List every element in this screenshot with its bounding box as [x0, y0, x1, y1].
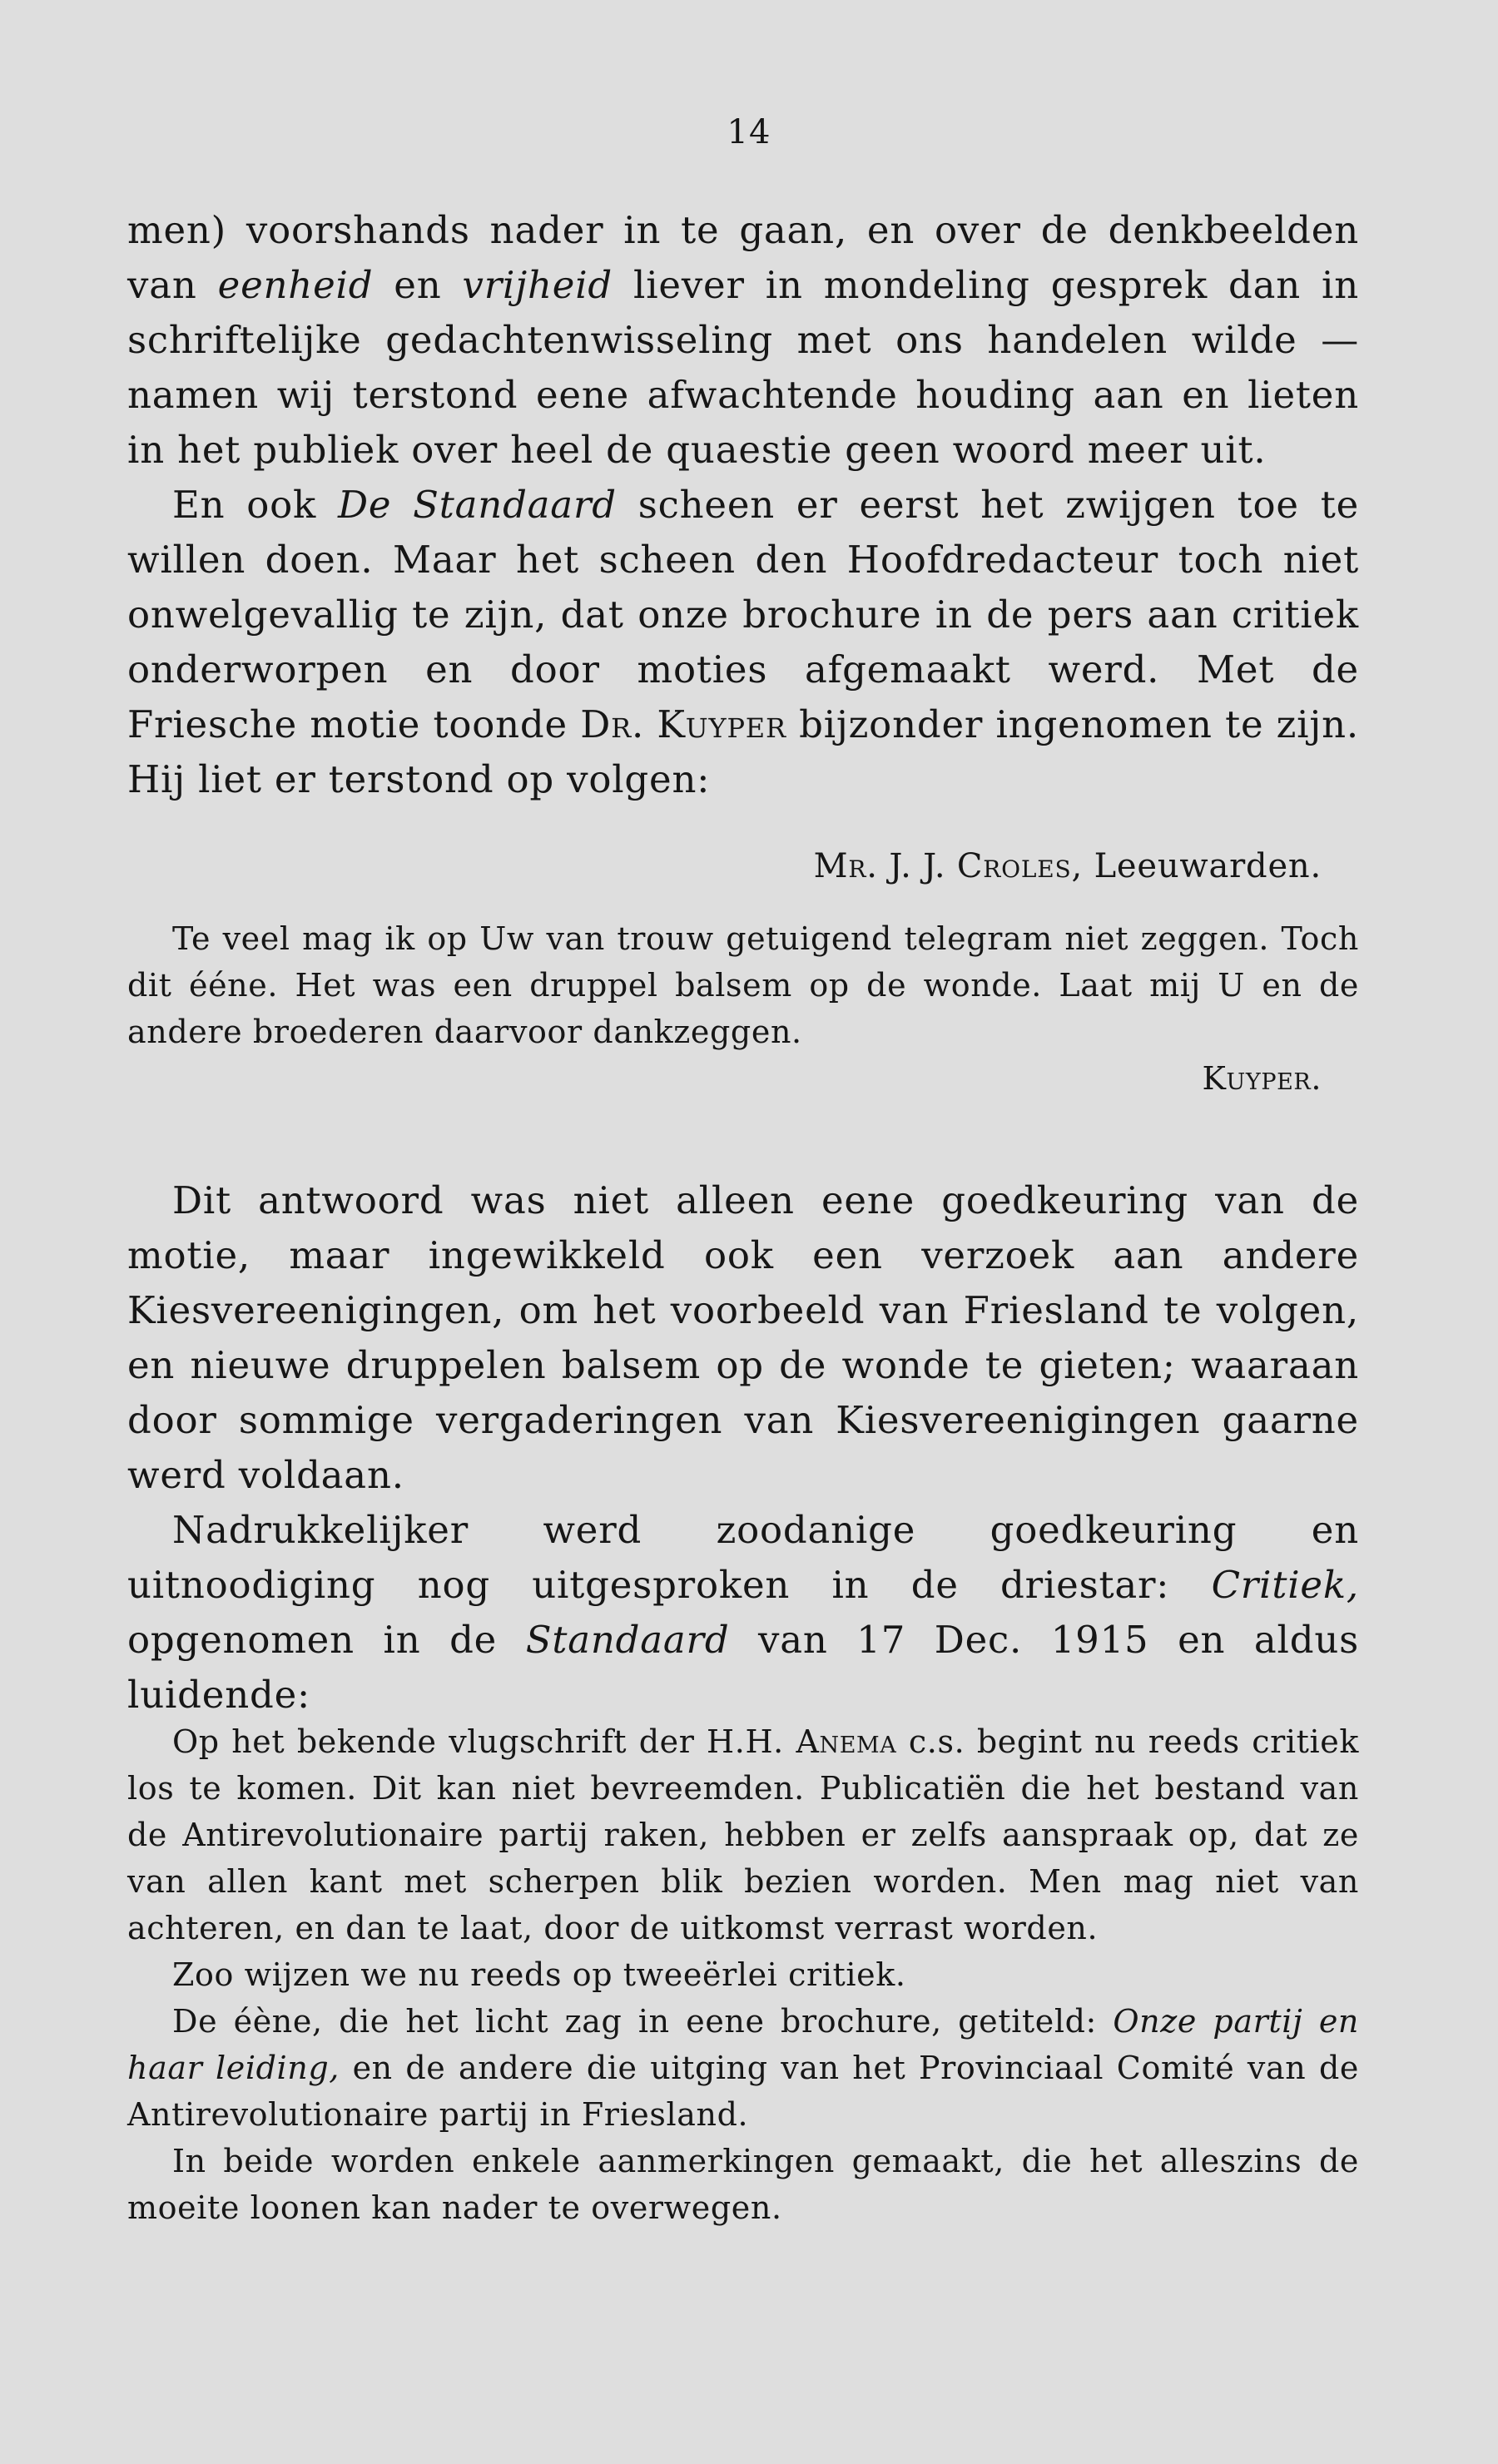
telegram-signature: Kuyper.: [1202, 1060, 1322, 1097]
italic-term-vrijheid: vrijheid: [462, 263, 613, 307]
text-span: Op het bekende vlugschrift der H.H.: [172, 1723, 784, 1760]
italic-term-eenheid: eenheid: [217, 263, 374, 307]
text-span: c.s. begint nu reeds critiek los te komen. Dit kan niet bevreemden. Publicatiën die het bestand van de Antirevolutionaire partij raken, hebben er zelfs aanspraak op, dat ze van allen kant met scherpen blik bezien worden. Men mag niet van achteren, en dan te laat, door de uitkomst verrast worden.: [127, 1723, 1359, 1946]
paragraph-nadrukkelijker: [127, 1503, 1359, 1723]
telegram-text: Te veel mag ik op Uw van trouw getuigend telegram niet zeggen. Toch dit ééne. Het was een druppel balsem op de wonde. Laat mij U en de andere broederen daarvoor dankzeggen.: [127, 920, 1359, 1050]
text-span: van 17 Dec. 1915 en aldus luidende:: [127, 1618, 1359, 1717]
italic-title-critiek: Critiek,: [1211, 1563, 1359, 1607]
telegram-address: [127, 840, 1359, 892]
telegram-block: [127, 840, 1359, 1102]
text-span: De éène, die het licht zag in eene brochure, getiteld:: [172, 2003, 1097, 2040]
quotation-block: [127, 1718, 1359, 2231]
italic-title-standaard: Standaard: [525, 1618, 730, 1662]
text-span: Nadrukkelijker werd zoodanige goedkeuring en uitnoodiging nog uitgesproken in de driestar:: [127, 1508, 1359, 1607]
address-name: Mr. J. J. Croles,: [813, 847, 1084, 885]
quote-paragraph-4: In beide worden enkele aanmerkingen gemaakt, die het alleszins de moeite loonen kan nader te overwegen.: [127, 2143, 1359, 2226]
paragraph-opening: [127, 203, 1359, 478]
quote-paragraph-3: [127, 1998, 1359, 2138]
text-span: van: [127, 263, 197, 307]
address-place: Leeuwarden.: [1094, 847, 1322, 885]
text-span: En ook: [172, 483, 317, 527]
name-anema: Anema: [796, 1723, 897, 1760]
text-span: en de andere die uitging van het Provinciaal Comité van de Antirevolutionaire partij in Friesland.: [127, 2050, 1359, 2133]
italic-title-de-standaard: De Standaard: [338, 483, 617, 527]
italic-title-onze-partij: Onze partij en haar leiding,: [127, 2003, 1359, 2086]
section-opening: [127, 203, 1359, 807]
quote-paragraph-1: [127, 1718, 1359, 1951]
paragraph-standaard: [127, 478, 1359, 807]
quote-paragraph-2: Zoo wijzen we nu reeds op tweeërlei critiek.: [172, 1956, 906, 1993]
section-response: [127, 1173, 1359, 1723]
text-span: opgenomen in de: [127, 1618, 498, 1662]
text-span: en: [394, 263, 442, 307]
page-number: 14: [727, 113, 771, 151]
telegram-body: [127, 915, 1359, 1102]
text-span: men) voorshands nader in te gaan, en over de denkbeelden: [127, 208, 1359, 252]
text-span: bijzonder ingenomen te zijn. Hij liet er terstond op volgen:: [127, 702, 1360, 801]
name-dr-kuyper: Dr. Kuyper: [580, 702, 786, 746]
text-span: scheen er eerst het zwijgen toe te willen doen. Maar het scheen den Hoofdredacteur toch niet onwelgevallig te zijn, dat onze brochure in de pers aan critiek onderworpen en door moties afgemaakt werd. Met de Friesche motie toonde: [127, 483, 1360, 746]
paragraph-antwoord: Dit antwoord was niet alleen eene goedkeuring van de motie, maar ingewikkeld ook een verzoek aan andere Kiesvereenigingen, om het voorbeeld van Friesland te volgen, en nieuwe druppelen balsem op de wonde te gieten; waaraan door sommige vergaderingen van Kiesvereenigingen gaarne werd voldaan.: [127, 1178, 1359, 1497]
text-span: liever in mondeling gesprek dan in schriftelijke gedachtenwisseling met ons handelen wilde — namen wij terstond eene afwachtende houding aan en lieten in het publiek over heel de quaestie geen woord meer uit.: [127, 263, 1360, 472]
